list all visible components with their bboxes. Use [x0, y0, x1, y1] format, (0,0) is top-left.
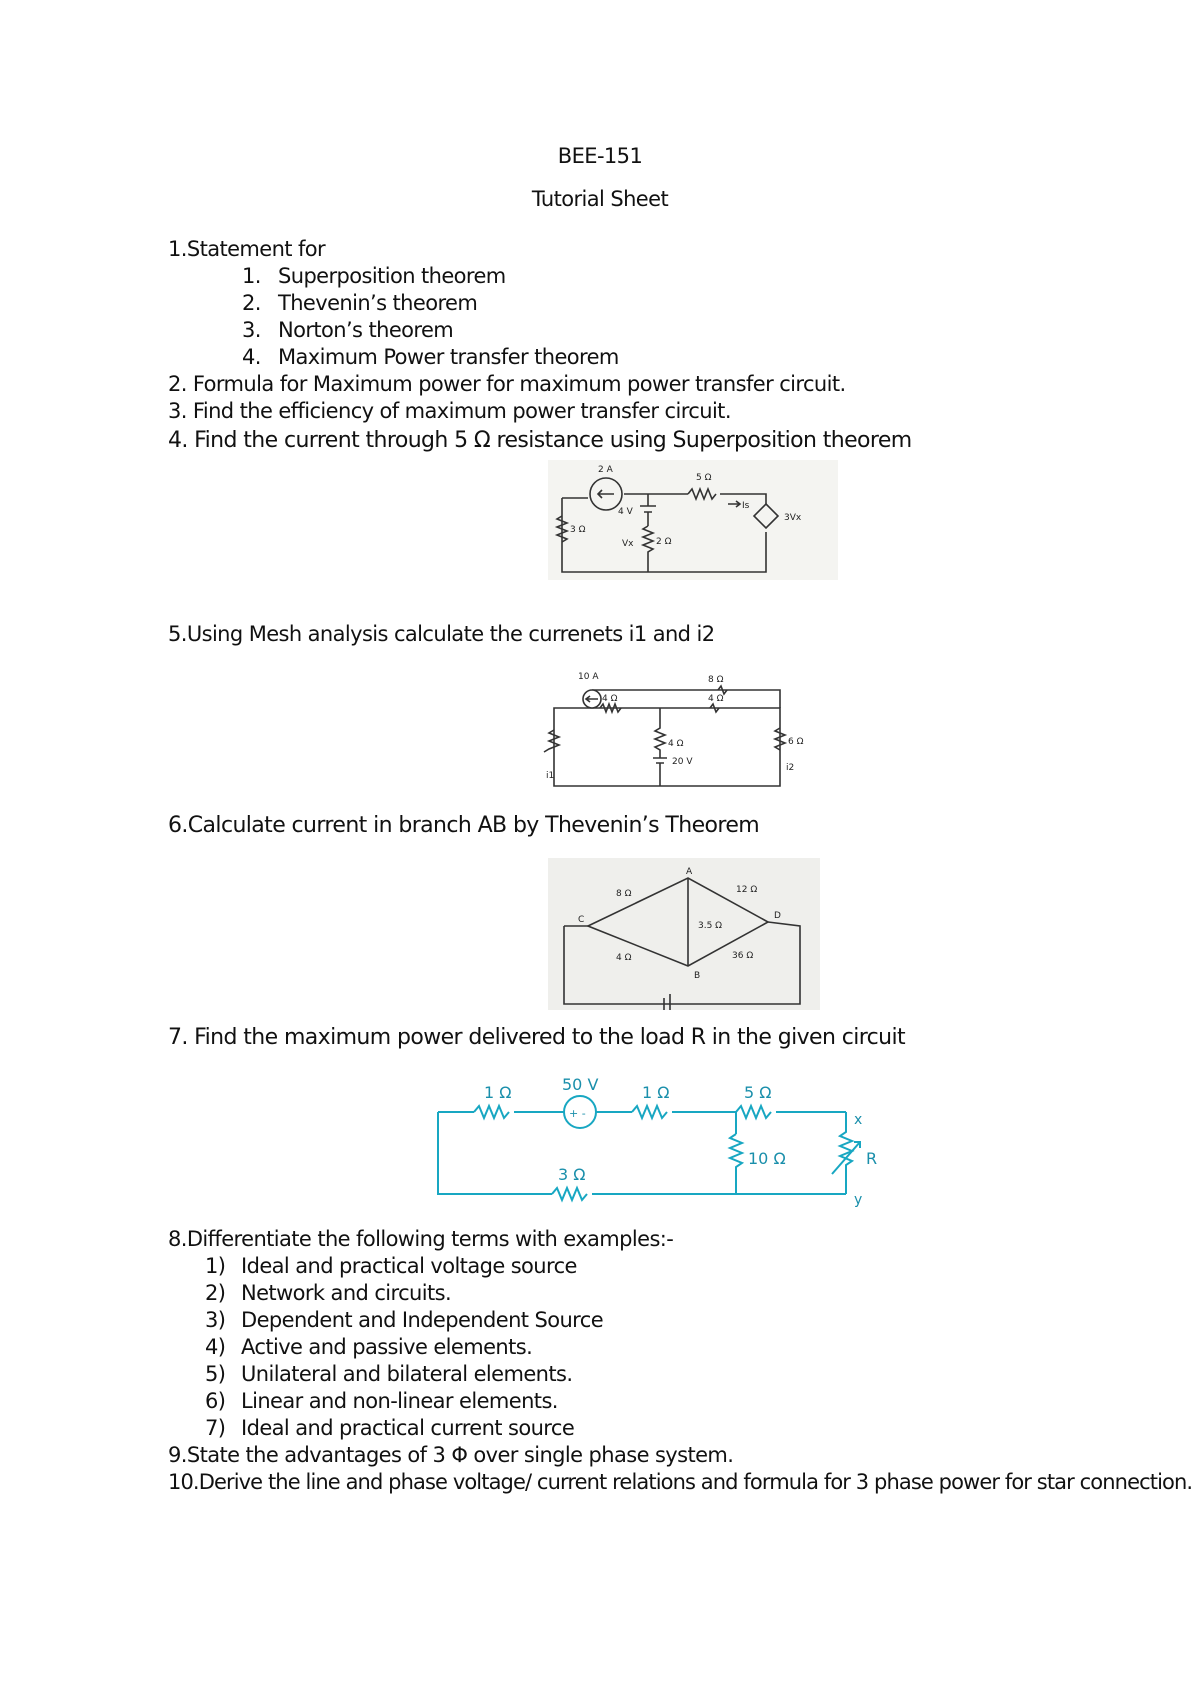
- label-36-ohm: 36 Ω: [732, 951, 754, 961]
- label-5-ohm: 5 Ω: [744, 1083, 772, 1102]
- node-label-b: B: [694, 971, 701, 981]
- list-item-number: 6): [205, 1389, 226, 1413]
- list-item: Unilateral and bilateral elements.: [241, 1362, 573, 1386]
- label-8-ohm: 8 Ω: [708, 675, 724, 685]
- list-item: Active and passive elements.: [241, 1335, 533, 1359]
- label-6-ohm: 6 Ω: [788, 737, 804, 747]
- label-3-5-ohm: 3.5 Ω: [698, 921, 723, 931]
- list-item: Dependent and Independent Source: [241, 1308, 604, 1332]
- label-50-volt: 50 V: [562, 1075, 599, 1094]
- label-5-ohm: 5 Ω: [696, 473, 712, 483]
- question-7: 7. Find the maximum power delivered to the load R in the given circuit: [168, 1025, 906, 1050]
- label-1-ohm: 1 Ω: [642, 1083, 670, 1102]
- list-item-number: 3): [205, 1308, 226, 1332]
- terminal-y: y: [854, 1192, 863, 1208]
- circuit-diagram-q4: [548, 460, 838, 580]
- list-item: Network and circuits.: [241, 1281, 452, 1305]
- question-5: 5.Using Mesh analysis calculate the currenets i1 and i2: [168, 622, 715, 646]
- page-title: Tutorial Sheet: [531, 187, 669, 211]
- node-label-d: D: [774, 911, 781, 921]
- list-item: Norton’s theorem: [278, 318, 454, 342]
- node-label-c: C: [578, 915, 585, 925]
- label-1-ohm: 1 Ω: [484, 1083, 512, 1102]
- list-item-number: 7): [205, 1416, 226, 1440]
- list-item: Superposition theorem: [278, 264, 506, 288]
- list-item-number: 4.: [242, 345, 261, 369]
- circuit-diagram-q5: [540, 666, 820, 794]
- list-item: Linear and non-linear elements.: [241, 1389, 558, 1413]
- label-12-ohm: 12 Ω: [736, 885, 758, 895]
- question-2: 2. Formula for Maximum power for maximum power transfer circuit.: [168, 372, 846, 396]
- label-current-source: 2 A: [598, 465, 613, 475]
- label-4-ohm: 4 Ω: [616, 953, 632, 963]
- label-3-ohm: 3 Ω: [558, 1165, 586, 1184]
- label-20-volt: 20 V: [672, 757, 693, 767]
- label-10-amp: 10 A: [578, 672, 599, 682]
- question-6: 6.Calculate current in branch AB by Thevenin’s Theorem: [168, 813, 760, 838]
- label-2-ohm: 2 Ω: [656, 537, 672, 547]
- course-code: BEE-151: [557, 144, 643, 168]
- list-item-number: 3.: [242, 318, 261, 342]
- label-4-ohm: 4 Ω: [668, 739, 684, 749]
- label-4-ohm: 4 Ω: [602, 694, 618, 704]
- list-item: Maximum Power transfer theorem: [278, 345, 619, 369]
- question-9: 9.State the advantages of 3 Φ over single phase system.: [168, 1443, 734, 1467]
- list-item-number: 2.: [242, 291, 261, 315]
- label-polarity: + -: [569, 1107, 586, 1120]
- list-item: Ideal and practical current source: [241, 1416, 575, 1440]
- label-3-ohm: 3 Ω: [570, 525, 586, 535]
- label-vx: Vx: [622, 539, 634, 549]
- list-item: Ideal and practical voltage source: [241, 1254, 577, 1278]
- list-item-number: 5): [205, 1362, 226, 1386]
- label-is: Is: [742, 501, 750, 511]
- list-item-number: 1.: [242, 264, 261, 288]
- list-item-number: 2): [205, 1281, 226, 1305]
- list-item-number: 4): [205, 1335, 226, 1359]
- list-item-number: 1): [205, 1254, 226, 1278]
- question-1-heading: 1.Statement for: [168, 237, 326, 261]
- label-4-ohm: 4 Ω: [708, 694, 724, 704]
- label-i1: i1: [546, 771, 555, 781]
- question-8-heading: 8.Differentiate the following terms with examples:-: [168, 1227, 674, 1251]
- label-10-ohm: 10 Ω: [748, 1149, 786, 1168]
- question-4: 4. Find the current through 5 Ω resistance using Superposition theorem: [168, 428, 912, 453]
- node-label-a: A: [686, 867, 693, 877]
- load-r-label: R: [866, 1149, 878, 1168]
- circuit-diagram-q6: [548, 858, 820, 1010]
- label-8-ohm: 8 Ω: [616, 889, 632, 899]
- label-4-volt: 4 V: [618, 507, 633, 517]
- list-item: Thevenin’s theorem: [278, 291, 478, 315]
- question-3: 3. Find the efficiency of maximum power transfer circuit.: [168, 399, 731, 423]
- circuit-diagram-q7: [434, 1070, 934, 1210]
- terminal-x: x: [854, 1112, 863, 1128]
- question-10: 10.Derive the line and phase voltage/ current relations and formula for 3 phase power for star connection.: [168, 1470, 1193, 1494]
- label-dependent-source: 3Vx: [784, 513, 802, 523]
- label-i2: i2: [786, 763, 795, 773]
